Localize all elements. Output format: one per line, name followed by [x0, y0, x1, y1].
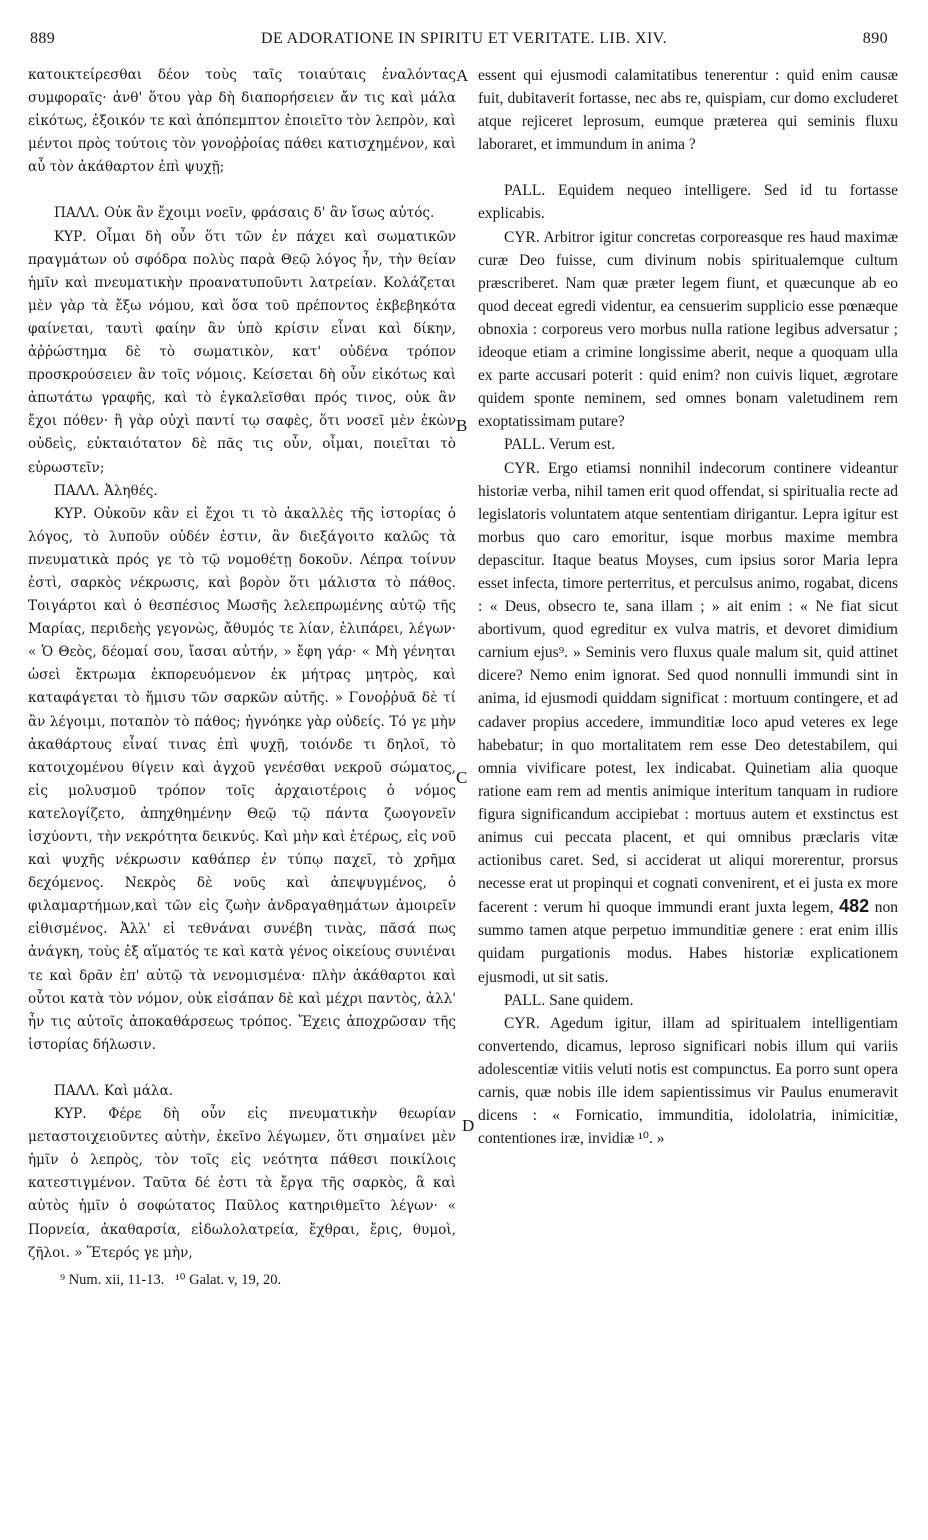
latin-paragraph: PALL. Sane quidem.: [504, 991, 634, 1009]
greek-column: [28, 64, 456, 1265]
greek-paragraph: ΠΑΛΛ. Ἀληθές.: [54, 482, 158, 499]
margin-letter-a: A: [456, 66, 469, 85]
footnotes: [60, 1272, 860, 1289]
greek-paragraph: ΠΑΛΛ. Καὶ μάλα.: [54, 1082, 174, 1099]
greek-paragraph: ΠΑΛΛ. Οὐκ ἂν ἔχοιμι νοεῖν, φράσαις δ' ἂν ἴσως αὐτός.: [54, 205, 435, 222]
page-number-right: 890: [862, 30, 888, 47]
footnote-reference: Num. xii, 11-13.: [68, 1272, 165, 1288]
latin-paragraph: [478, 457, 898, 989]
greek-paragraph: ΚΥΡ. Φέρε δὴ οὖν εἰς πνευματικὴν θεωρίαν μεταστοιχειοῦντες αὐτὴν, ἐκεῖνο λέγωμεν, ὅτι σημαίνει μὲν ἡμῖν ὁ λεπρὸς, τὸν τοῖς εἰς νεότητα πάθεσι ποικίλοις κατεστιγμένον. Ταῦτα δέ ἐστι τὰ ἔργα τῆς σαρκὸς, ἃ καὶ αὐτὸς ἡμῖν ὁ σοφώτατος Παῦλος κατηριθμεῖτο λέγων· « Πορνεία, ἀκαθαρσία, εἰδωλολατρεία, ἔχθραι, ἔρις, θυμοὶ, ζῆλοι. » Ἕτερός γε μὴν,: [28, 1106, 456, 1261]
greek-paragraph: ΚΥΡ. Οἶμαι δὴ οὖν ὅτι τῶν ἐν πάχει καὶ σωματικῶν πραγμάτων οὐ σφόδρα πολὺς παρὰ Θεῷ λόγος ἦν, τὴν θείαν ἡμῖν καὶ πνευματικὴν προανατυποῦντι λατρείαν. Κολάζεται μὲν γὰρ τὰ ἔξω νόμου, καὶ ὅσα τοῦ πρέποντος ἐκβεβηκότα φαίνεται, ταυτὶ φαίην ἂν ὑπὸ κρίσιν εἶναι καὶ δίκην, ἀῤῥώστημα δὲ τὸ σωματικὸν, κατ' οὐδένα τρόπον προσκρούσειεν ἂν τοῖς νόμοις. Κείσεται δὴ οὖν εἰκότως καὶ ἀπωτάτω γραφῆς, καὶ τὸ ἐγκαλεῖσθαι πρός τινος, οὐκ ἂν ἔχοι πόθεν· ἢ γὰρ οὐχὶ παντί τῳ σαφὲς, ὅτι νοσεῖ μὲν ἑκὼν οὐδεὶς, εὐκταιότατον δὲ πᾶς τις οὖν, οἶμαι, ποιεῖται τὸ εὐρωστεῖν;: [28, 228, 456, 476]
latin-paragraph: PALL. Equidem nequeo intelligere. Sed id tu fortasse explicabis.: [478, 182, 898, 223]
latin-paragraph: CYR. Agedum igitur, illam ad spiritualem intelligentiam convertendo, dicamus, leproso significari nobis illum qui variis adolescentiæ vitiis veluti notis est compunctus. Ea porro sunt opera carnis, quæ nobis ille idem sapientissimus vir Paulus enumeravit dicens : « Fornicatio, immunditia, idololatria, inimicitiæ, contentiones iræ, invidiæ ¹⁰. »: [478, 1014, 898, 1148]
latin-paragraph: PALL. Verum est.: [504, 436, 616, 454]
latin-paragraph: CYR. Arbitror igitur concretas corporeasque res haud maximæ curæ Deo fuisse, cum divinum nobis spiritualemque cultum præscriberet. Nam quæ præter legem fiunt, et quæcunque ab eo quod deceat egredi videntur, ea censuerim supplicio esse pœnæque obnoxia : corporeus vero morbus nulla ratione legibus adversatur ; ideoque etiam a crimine longissime aberit, neque a quoquam ulla ex parte accusari poterit : quid enim? non cuivis liquet, ægrotare quidem sponte neminem, sed omnes bonam valetudinem rem exoptatissimam putare?: [478, 228, 898, 431]
latin-paragraph-part: CYR. Ergo etiamsi nonnihil indecorum continere videantur historiæ verba, nihil tamen erit quod offendat, si spiritualia recte ad legislatoris voluntatem atque sententiam dirigantur. Lepra igitur est morbus quo caro emoritur, isque morbus maxime membra depascitur. Itaque beatus Moyses, cum ipsius soror Maria lepra esset infecta, timore perterritus, et perculsus animo, rogabat, dicens : « Deus, obsecro te, sana illam ; » ait enim : « Ne fiat sicut abortivum, quod egreditur ex vulva matris, et devoret dimidium carnium ejus⁹. » Seminis vero fluxus quale malum sit, quid attinet dicere? Nemo enim ignorat. Sed quod nonnulli immundi sint in anima, id ejusmodi quiddam significat : mortuum contingere, et ad cadaver propius accedere, immunditiæ loco apud veteres ex lege habebatur; in quo mortalitatem rem esse Deo detestabilem, qui omnia vivificare potest, lex indicabat. Quinetiam alia quoque ratione eam rem ad mentis animique interitum tanquam in rudiore figura significandum accipiebat : mortuus autem et exstinctus est animus cui peccata placent, et qui omnibus præclaris vitæ actionibus caret. Sed, si acciderat ut aliqui morerentur, prorsus necesse erat ut propinqui et cognati convenirent, et ei justa ex more facerent : verum hi quoque immundi erant juxta legem,: [478, 459, 898, 917]
greek-paragraph: κατοικτείρεσθαι δέον τοὺς ταῖς τοιαύταις ἐναλόντας συμφοραῖς· ἀνθ' ὅτου γὰρ δὴ διαπορήσειεν ἄν τις καὶ μάλα εἰκότως, ἐξοικόν τε καὶ ἀπόπεμπτον ἐποιεῖτο τὸν λεπρὸν, καὶ μέντοι πρὸς τούτοις τὸν γονοῤῥοίας πάθει κατισχημένον, καὶ αὖ τὸν ἀκάθαρτον ἐπὶ ψυχῇ;: [28, 67, 456, 176]
running-title: DE ADORATIONE IN SPIRITU ET VERITATE. LIB. XIV.: [261, 30, 667, 47]
latin-column: [478, 64, 898, 1150]
running-header: [0, 30, 928, 60]
page-marker: 482: [839, 896, 870, 917]
margin-letter-c: C: [456, 768, 468, 787]
latin-paragraph: essent qui ejusmodi calamitatibus tenerentur : quid enim causæ fuit, dubitaverit fortasse, nec abs re, quispiam, cur domo excluderet atque rejiceret leprosum, eumque præterea qui seminis fluxu laboraret, et immundum in anima ?: [478, 67, 898, 154]
greek-paragraph: ΚΥΡ. Οὐκοῦν κἂν εἰ ἔχοι τι τὸ ἀκαλλὲς τῆς ἱστορίας ὁ λόγος, τὸ λυποῦν οὐδέν ἐστιν, ἂν διεξάγοιτο καλῶς τὰ πνευματικὰ πρός γε τὸ τῷ νομοθέτῃ δοκοῦν. Λέπρα τοίνυν ἐστὶ, σαρκὸς νέκρωσις, καὶ βορὸν ὅτι μάλιστα τὸ πάθος. Τοιγάρτοι καὶ ὁ θεσπέσιος Μωσῆς λελεπρωμένης αὐτῷ τῆς Μαρίας, περιδεὴς γεγονὼς, ἄθυμός τε λίαν, ἐλιπάρει, λέγων· « Ὁ Θεὸς, δέομαί σου, ἴασαι αὐτήν, » ἔφη γάρ· « Μὴ γένηται ὡσεὶ ἔκτρωμα ἐκπορευόμενον ἐκ μήτρας μητρὸς, καὶ καταφάγεται τὸ ἥμισυ τῶν σαρκῶν αὐτῆς. » Γονοῤῥυᾶ δὲ τί ἂν λέγοιμι, ποταπὸν τὸ πάθος; ἠγνόηκε γὰρ οὐδείς. Τό γε μὴν ἀκαθάρτους εἶναί τινας ἐπὶ ψυχῇ, τοιόνδε τι δηλοῖ, τὸ κατοιχομένου θίγειν καὶ ἀγχοῦ γενέσθαι νεκροῦ σώματος, εἰς μολυσμοῦ τρόπον τοῖς ἀρχαιοτέροις ὁ νόμος κατελογίζετο, ἀπηχθημένην Θεῷ τῷ πάντα ζωογονεῖν ἰσχύοντι, τὴν νεκρότητα δεικνύς. Καὶ μὴν καὶ ἑτέρως, εἰς νοῦ καὶ ψυχῆς νέκρωσιν καθάπερ ἐν τύπῳ παχεῖ, τὸ χρῆμα δεχόμενος. Νεκρὸς δὲ νοῦς καὶ ἀπεψυγμένος, ὁ φιλαμαρτήμων,καὶ τῶν εἰς ζωὴν ἀνδραγαθημάτων ἀμοιρεῖν εἰθισμένος. Ἀλλ' εἰ τεθνάναι συνέβη τινὰς, πᾶσά πως ἀνάγκη, τοὺς ἐξ αἵματός τε καὶ κατὰ γένος οἰκείους συνιέναι τε καὶ δρᾶν ἐπ' αὐτῷ τὰ νενομισμένα· πλὴν ἀκάθαρτοι καὶ οὗτοι κατὰ τὸν νόμον, οὐκ εἰσάπαν δὲ καὶ μέχρι παντὸς, ἀλλ' ἦν τις αὐτοῖς ἀποκαθάρσεως τρόπος. Ἔχεις ἀποχρῶσαν τῆς ἱστορίας δήλωσιν.: [28, 505, 456, 1053]
footnote-mark: ⁹: [60, 1272, 66, 1288]
margin-letter-b: B: [456, 416, 468, 435]
margin-letter-d: D: [462, 1116, 475, 1135]
footnote-reference: Galat. v, 19, 20.: [189, 1272, 282, 1288]
page-number-left: 889: [30, 30, 56, 47]
footnote-mark: ¹⁰: [175, 1272, 186, 1288]
latin-paragraph-part: non summo tamen atque perpetuo immunditiæ genere : erat enim illis quidam purgationis modus. Habes historiæ explicationem ejusmodi, ut sit satis.: [478, 899, 899, 986]
